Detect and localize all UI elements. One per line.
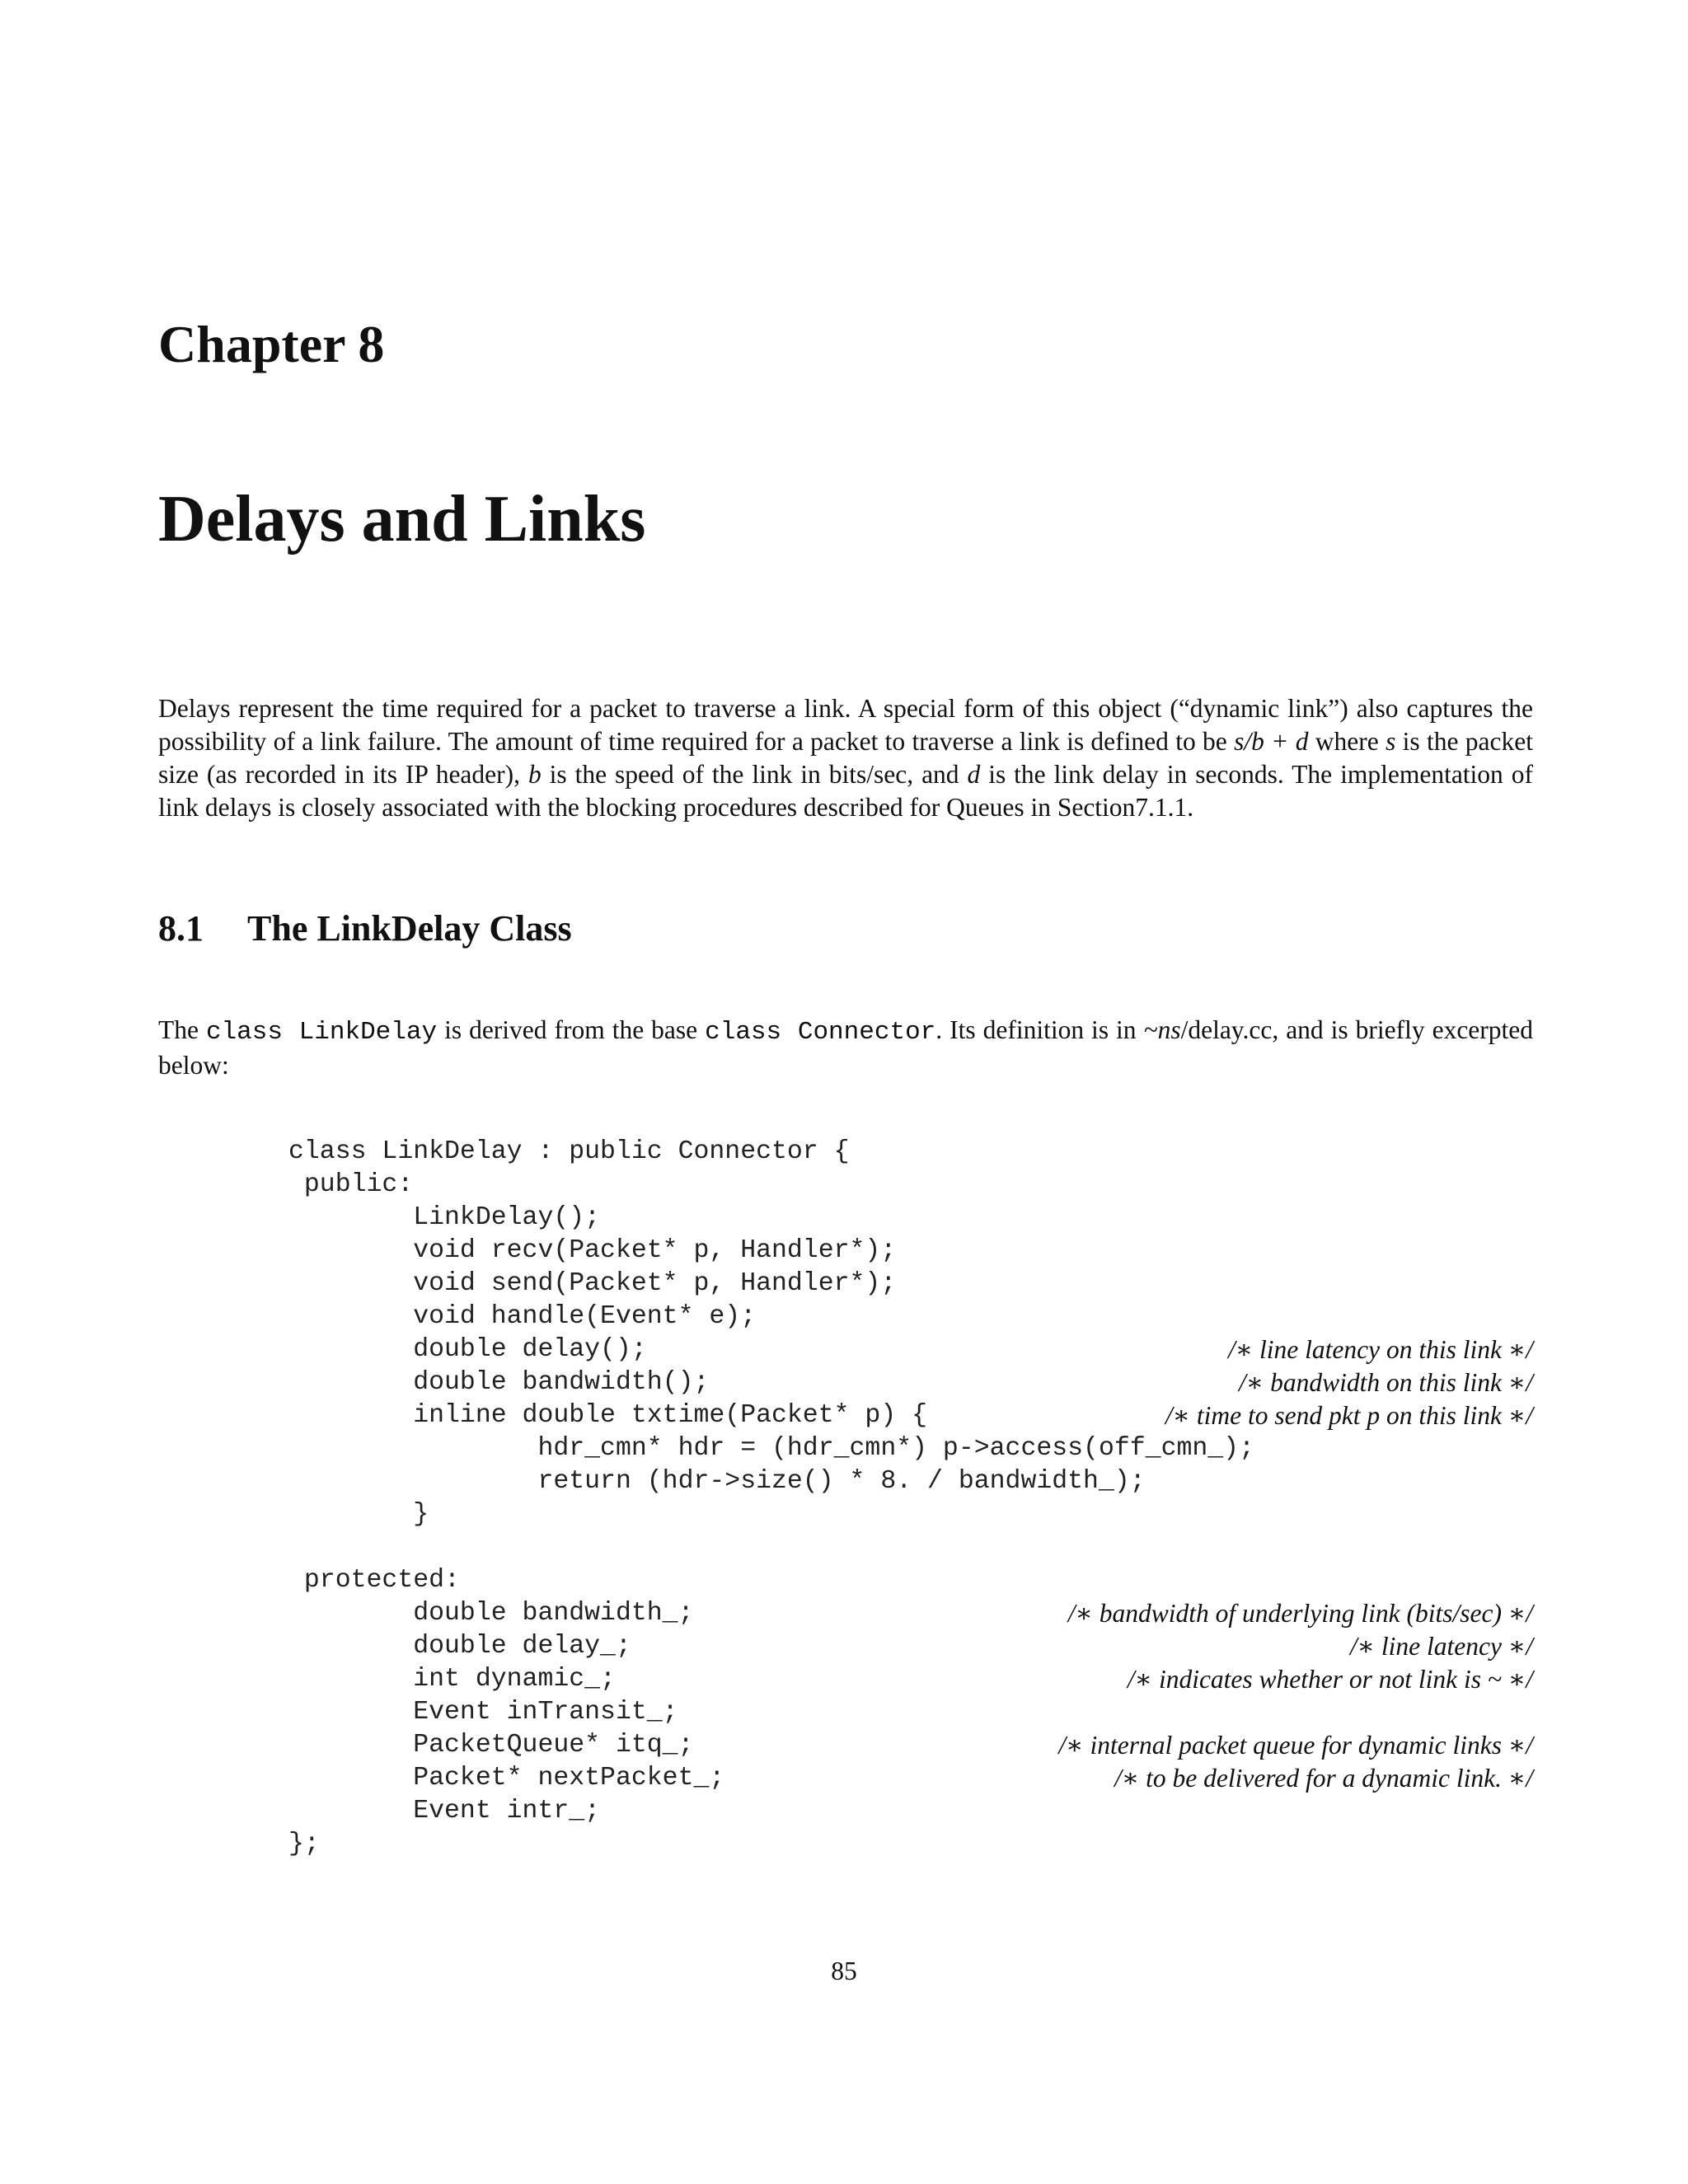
code-text: protected:: [288, 1566, 460, 1595]
code-comment: /∗ bandwidth on this link ∗/: [1239, 1368, 1533, 1397]
code-line: [288, 1630, 1533, 1663]
formula: s/b + d: [1234, 727, 1309, 756]
code-comment: /∗ time to send pkt p on this link ∗/: [1165, 1401, 1533, 1430]
code-text: int dynamic_;: [288, 1665, 616, 1694]
intro-paragraph: [158, 692, 1533, 824]
variable-s: s: [1386, 727, 1396, 756]
code-line: [288, 1729, 1533, 1762]
code-line: [288, 1498, 1533, 1531]
code-line: [288, 1136, 1533, 1169]
code-text: double delay_;: [288, 1632, 631, 1661]
code-text: double delay();: [288, 1335, 647, 1364]
chapter-label: Chapter 8: [158, 315, 385, 373]
code-line: [288, 1432, 1533, 1465]
section-text: /delay.cc, and is briefly excerpted below:: [158, 1015, 1534, 1080]
code-line: [288, 1663, 1533, 1696]
code-line: [288, 1301, 1533, 1333]
code-line: [288, 1531, 1533, 1564]
code-line: [288, 1169, 1533, 1202]
code-comment: /∗ to be delivered for a dynamic link. ∗/: [1114, 1764, 1533, 1793]
code-text: PacketQueue* itq_;: [288, 1731, 694, 1760]
code-text: void recv(Packet* p, Handler*);: [288, 1236, 897, 1265]
intro-text: is the packet size (as recorded in its IP header),: [158, 727, 1533, 789]
section-text: . Its definition is in: [935, 1015, 1144, 1044]
code-text: void send(Packet* p, Handler*);: [288, 1269, 897, 1298]
variable-b: b: [528, 760, 542, 789]
code-text: return (hdr->size() * 8. / bandwidth_);: [288, 1467, 1146, 1496]
inline-code: class LinkDelay: [205, 1018, 438, 1047]
code-comment: /∗ line latency on this link ∗/: [1227, 1335, 1533, 1364]
code-line: [288, 1696, 1533, 1729]
code-line: [288, 1268, 1533, 1301]
section-text: is derived from the base: [437, 1015, 706, 1044]
code-line: [288, 1762, 1533, 1795]
code-comment: /∗ line latency ∗/: [1349, 1632, 1533, 1661]
code-text: public:: [288, 1170, 414, 1199]
inline-code: class Connector: [705, 1018, 936, 1047]
intro-text: where: [1308, 727, 1386, 756]
code-text: inline double txtime(Packet* p) {: [288, 1401, 928, 1430]
code-line: [288, 1202, 1533, 1235]
code-text: double bandwidth_;: [288, 1599, 694, 1628]
code-text: Event inTransit_;: [288, 1698, 678, 1727]
intro-text: Delays represent the time required for a packet to traverse a link. A special form of this object (“dynamic link”) also captures the possibility of a link failure. The amount of time required for a packet to traverse a link is defined to be: [158, 694, 1533, 756]
section-text: The: [158, 1015, 206, 1044]
intro-text: is the link delay in seconds. The implementation of link delays is closely associated with the blocking procedures described for Queues in Section7.1.1.: [158, 760, 1533, 822]
code-listing: [288, 1136, 1533, 1861]
section-paragraph: [158, 1014, 1533, 1082]
code-line: [288, 1399, 1533, 1432]
code-text: class LinkDelay : public Connector {: [288, 1137, 850, 1166]
code-line: [288, 1465, 1533, 1498]
code-text: Packet* nextPacket_;: [288, 1764, 725, 1793]
code-text: LinkDelay();: [288, 1203, 601, 1232]
code-line: [288, 1828, 1533, 1861]
code-comment: /∗ internal packet queue for dynamic links ∗/: [1058, 1731, 1533, 1760]
section-number: 8.1: [158, 908, 204, 949]
code-text: Event intr_;: [288, 1797, 601, 1825]
section-heading: [158, 908, 572, 949]
code-text: hdr_cmn* hdr = (hdr_cmn*) p->access(off_cmn_);: [288, 1434, 1254, 1463]
code-text: }: [288, 1500, 429, 1529]
code-line: [288, 1235, 1533, 1268]
intro-text: is the speed of the link in bits/sec, and: [541, 760, 968, 789]
code-comment: /∗ bandwidth of underlying link (bits/sec) ∗/: [1067, 1599, 1533, 1628]
code-comment: /∗ indicates whether or not link is ~ ∗/: [1127, 1665, 1533, 1694]
code-line: [288, 1366, 1533, 1399]
code-line: [288, 1597, 1533, 1630]
code-line: [288, 1795, 1533, 1828]
chapter-title: Delays and Links: [158, 483, 646, 555]
code-line: [288, 1333, 1533, 1366]
variable-d: d: [967, 760, 981, 789]
section-title: The LinkDelay Class: [247, 908, 572, 949]
code-line: [288, 1564, 1533, 1597]
page-number: 85: [831, 1957, 857, 1985]
file-path: ~ns: [1143, 1015, 1181, 1044]
code-text: void handle(Event* e);: [288, 1302, 757, 1331]
code-text: };: [288, 1830, 320, 1858]
code-text: double bandwidth();: [288, 1368, 710, 1397]
